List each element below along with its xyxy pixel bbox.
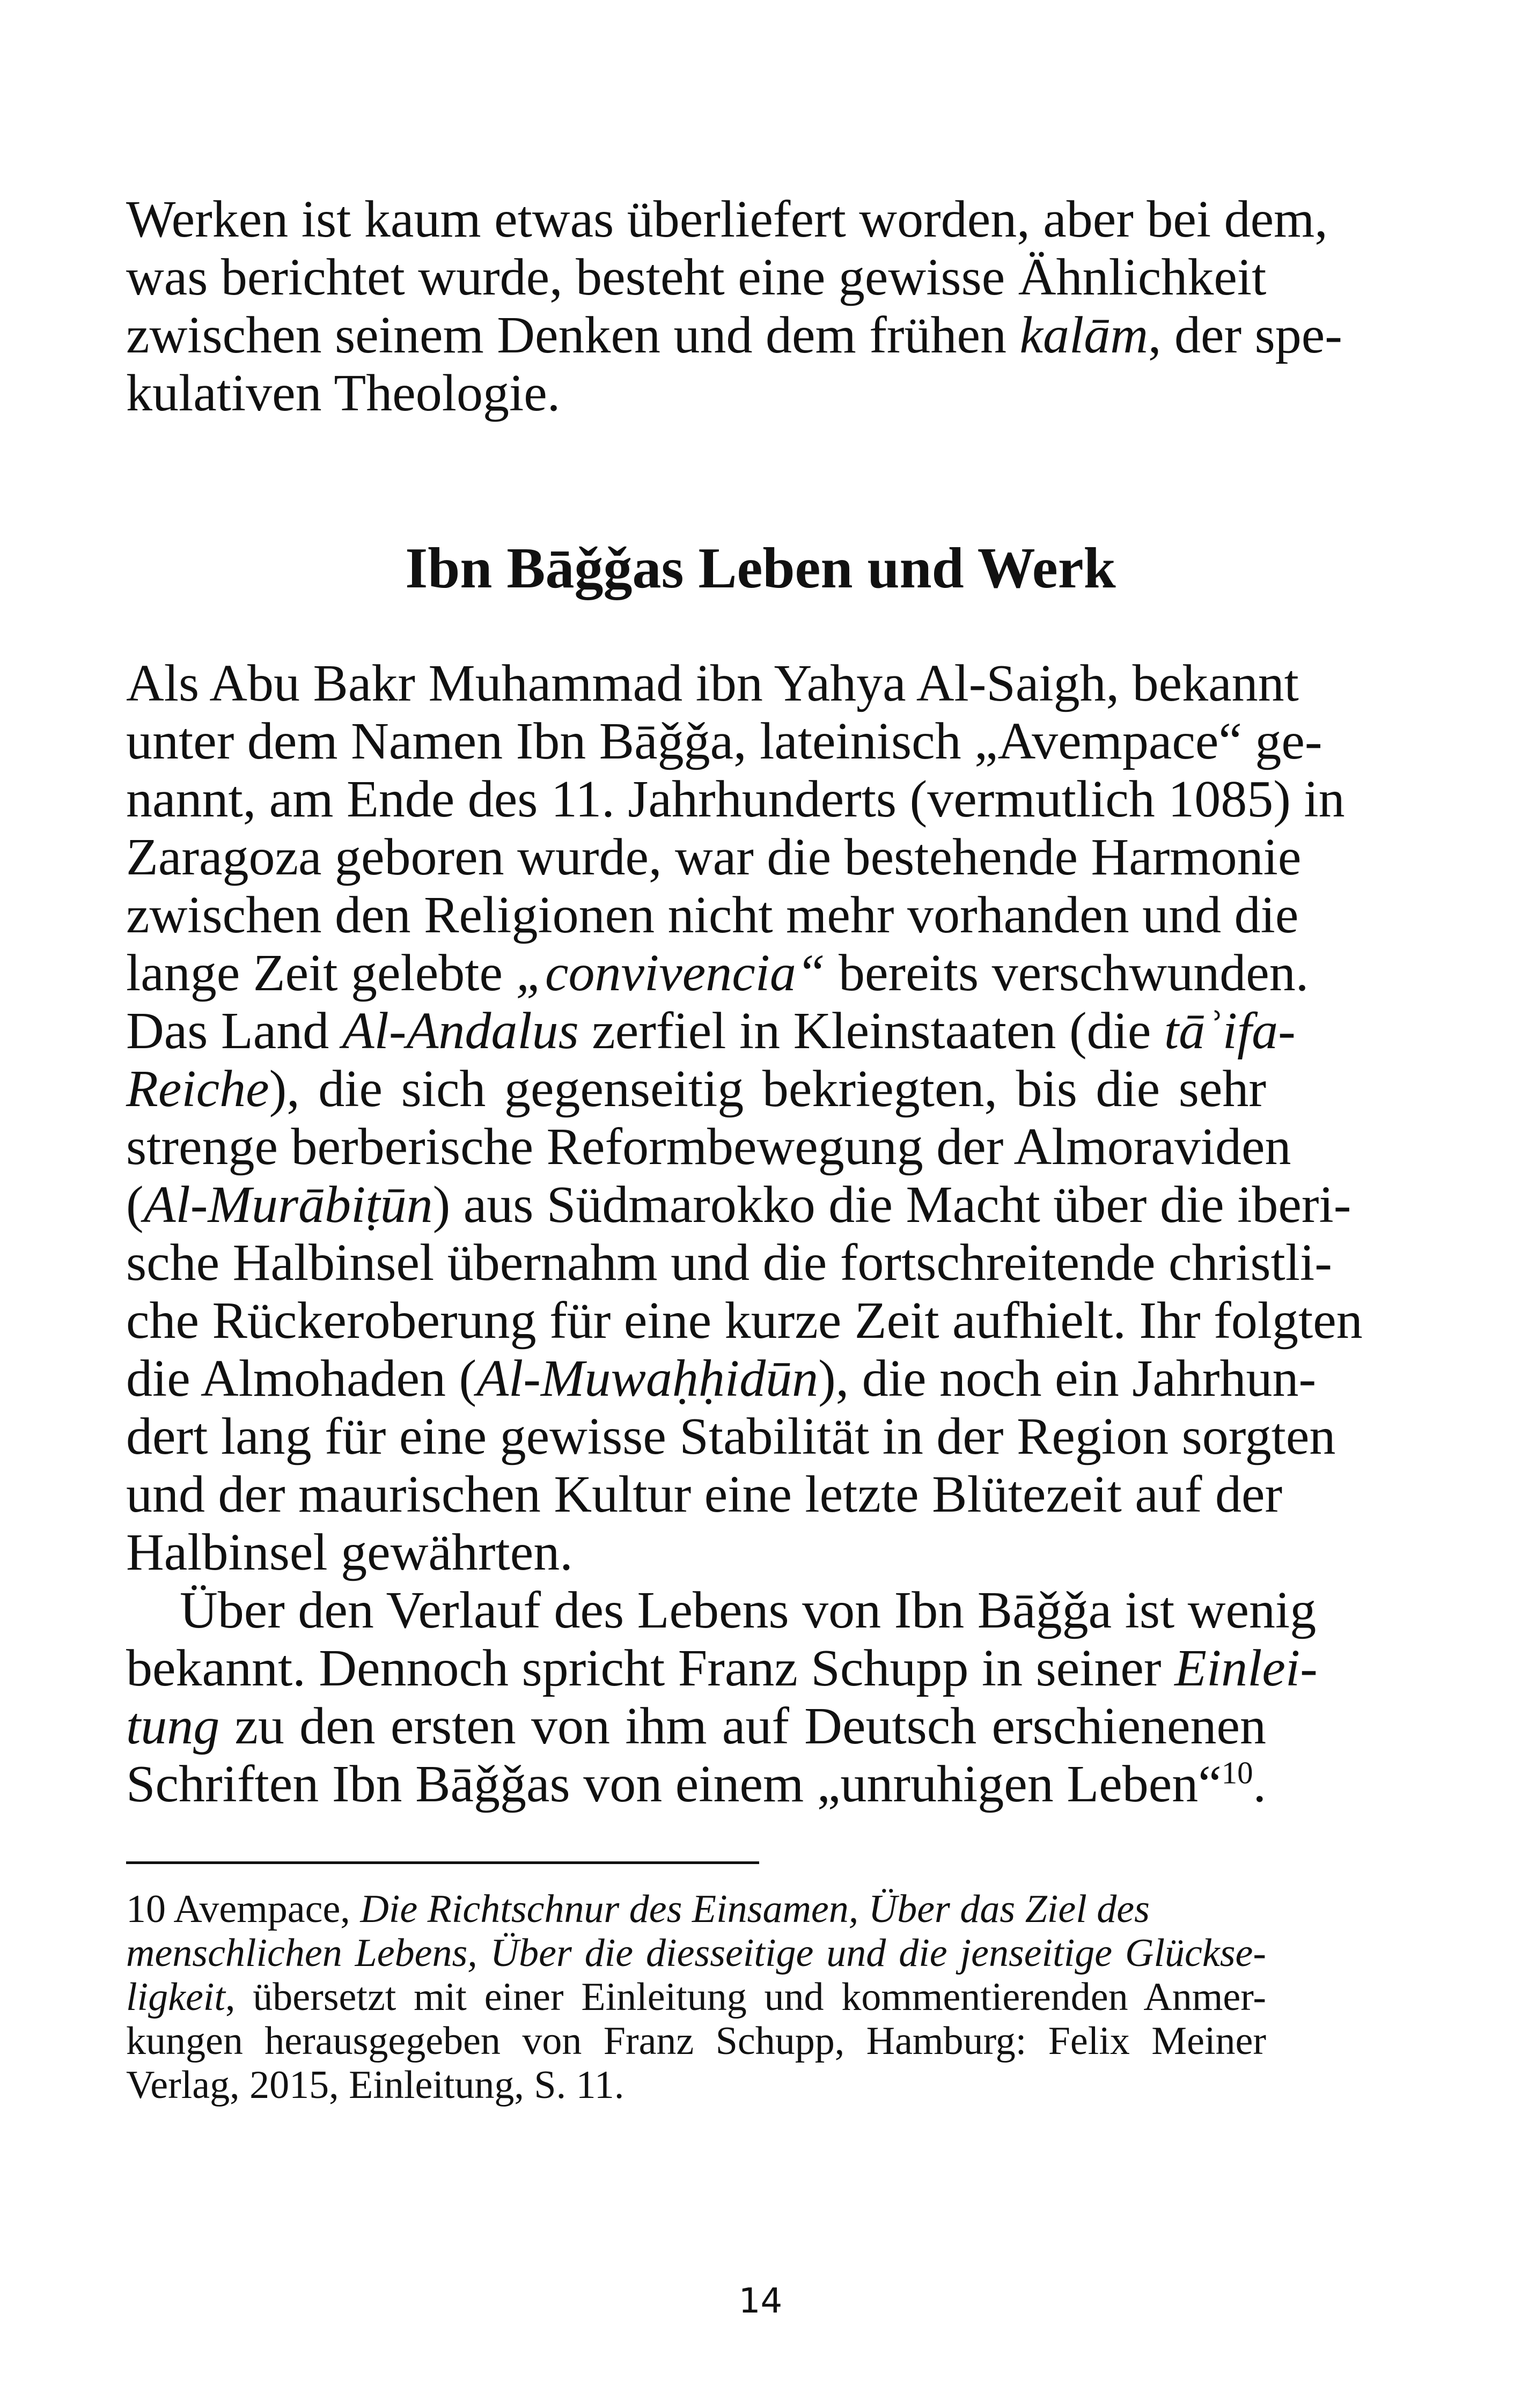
text-span: bekannt. Dennoch spricht Franz Schupp in seiner [126,1639,1175,1697]
text-line: unter dem Namen Ibn Bāǧǧa, lateinisch „Avempace“ ge- [126,712,1322,770]
italic-term: Einlei- [1174,1639,1318,1697]
italic-term: tung [126,1697,220,1755]
section-heading: Ibn Bāǧǧas Leben und Werk [405,536,1116,600]
text-line: Halbinsel gewährten. [126,1523,573,1581]
page-number: 14 [738,2281,783,2321]
italic-term: Reiche [126,1060,269,1118]
italic-term: Al-Murābiṭūn [143,1176,433,1234]
italic-term: kalām [1019,306,1148,364]
text-line: Zaragoza geboren wurde, war die bestehende Harmonie [126,828,1302,886]
footnote-reference[interactable]: 10 [1221,1755,1253,1791]
footnote-line: kungen herausgegeben von Franz Schupp, Hamburg: Felix Meiner [126,2019,1266,2063]
text-span: ) aus Südmarokko die Macht über die iberi- [432,1176,1351,1234]
text-span: ), die sich gegenseitig bekriegten, bis die sehr [269,1060,1266,1118]
text-line: Als Abu Bakr Muhammad ibn Yahya Al-Saigh, bekannt [126,654,1299,712]
italic-term: Al-Andalus [342,1002,579,1060]
text-span: , der spe- [1148,306,1342,364]
italic-term: „convivencia“ [516,944,826,1002]
text-span: Schriften Ibn Bāǧǧas von einem „unruhigen Leben“ [126,1755,1222,1813]
text-line [126,1755,1266,1813]
text-line: nannt, am Ende des 11. Jahrhunderts (vermutlich 1085) in [126,770,1345,828]
text-span: Das Land [126,1002,342,1060]
text-line: strenge berberische Reformbewegung der Almoraviden [126,1118,1291,1176]
text-span: zerfiel in Kleinstaaten (die [578,1002,1164,1060]
footnote-line [126,1887,1266,1931]
text-line: dert lang für eine gewisse Stabilität in der Region sorgten [126,1408,1336,1466]
text-line: Über den Verlauf des Lebens von Ibn Bāǧǧa ist wenig [180,1581,1317,1639]
italic-term: Al-Muwaḥḥidūn [476,1350,819,1408]
italic-term: ligkeit [126,1975,225,2019]
text-span: , übersetzt mit einer Einleitung und kommentierenden Anmer- [225,1975,1266,2019]
text-line [126,1060,1266,1118]
text-line [126,1697,1266,1755]
text-line: was berichtet wurde, besteht eine gewisse Ähnlichkeit [126,248,1267,306]
text-line [126,1639,1318,1697]
text-span: zu den ersten von ihm auf Deutsch erschienenen [219,1697,1266,1755]
text-line: sche Halbinsel übernahm und die fortschreitende christli- [126,1234,1332,1292]
footnote-line [126,1975,1266,2019]
italic-term: Die Richtschnur des Einsamen, Über das Ziel des [360,1887,1150,1931]
text-span: 10 Avempace, [126,1887,361,1931]
italic-term: tāʾifa- [1164,1002,1296,1060]
text-span: die Almohaden ( [126,1350,477,1408]
text-span: zwischen seinem Denken und dem frühen [126,306,1020,364]
text-line [126,944,1309,1002]
footnote-line [126,1931,1266,1975]
text-span: bereits verschwunden. [825,944,1309,1002]
italic-term: menschlichen Lebens, Über die diesseitige und die jenseitige Glückse- [126,1931,1266,1975]
text-span: . [1253,1755,1266,1813]
footnote-line: Verlag, 2015, Einleitung, S. 11. [126,2063,624,2107]
text-line [126,1350,1317,1408]
text-line: zwischen den Religionen nicht mehr vorhanden und die [126,886,1299,944]
text-line: che Rückeroberung für eine kurze Zeit aufhielt. Ihr folgten [126,1292,1363,1350]
text-span: lange Zeit gelebte [126,944,516,1002]
text-span: ( [126,1176,144,1234]
text-line [126,306,1342,364]
footnote-separator [126,1861,759,1864]
text-span: ), die noch ein Jahrhun- [818,1350,1317,1408]
text-line: kulativen Theologie. [126,364,561,422]
text-line [126,1176,1351,1234]
text-line [126,1002,1296,1060]
text-line: und der maurischen Kultur eine letzte Blütezeit auf der [126,1466,1283,1523]
text-line: Werken ist kaum etwas überliefert worden, aber bei dem, [126,190,1328,248]
